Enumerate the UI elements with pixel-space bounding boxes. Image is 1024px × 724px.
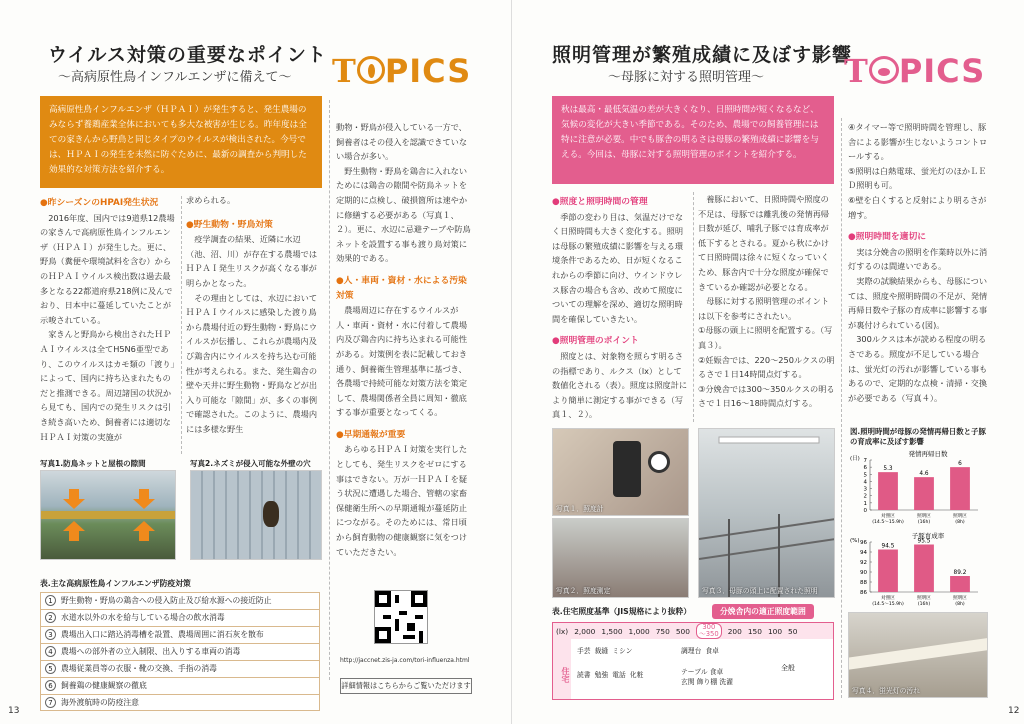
table-row [40, 660, 320, 677]
left-col-2 [186, 193, 323, 455]
paragraph: 農場周辺に存在するウイルスが人・車両・資材・水に付着して農場内及び鶏舎内に持ち込まれる可能性がある。対策例を表に記載しておき通り、飼養衛生管理基準に基づき、各農場で持続可能な対策方法を策定して、農場関係者全員に周知・徹底する事が重要となってくる。 [336, 305, 468, 418]
right-intro-box: 秋は最高・最低気温の差が大きくなり、日照時間が短くなるなど、気候の変化が大きい季節である。そのため、農場での飼養管理には特に注意が必要。中でも豚舎の明るさは母豚の繁殖成績に影響を与える。今回は、母豚に対する照明管理のポイントを紹介する。 [552, 96, 834, 184]
y-tick-label: 3 [863, 486, 867, 493]
uses-group-d [681, 667, 761, 687]
bar-value-label: 94.5 [881, 543, 895, 550]
detail-info-box: 詳細情報はこちらからご覧いただけます [340, 678, 472, 694]
photo-overhead-lights [698, 428, 835, 598]
page-number: 12 [1008, 706, 1020, 716]
y-tick-label: 1 [863, 500, 867, 507]
lux-tick: 500 [675, 626, 690, 636]
lux-scale-row [553, 623, 833, 639]
y-tick-label: 92 [860, 560, 867, 566]
section-heading: ●照明時間を適切に [848, 232, 927, 243]
table-row [40, 626, 320, 643]
photo-caption: 写真３．母豚の頭上に配置された照明 [702, 587, 818, 595]
bar [878, 472, 898, 510]
photo-dirty-lamp [848, 612, 988, 698]
table-row [40, 592, 320, 609]
bar-value-label: 6 [958, 461, 962, 468]
lamp-tube [848, 635, 988, 671]
bar-value-label: 5.3 [883, 466, 893, 473]
paragraph: 実は分娩舎の照明を作業時以外に消灯するのは間違いである。 [848, 246, 988, 272]
photo1-caption: 写真1.防鳥ネットと屋根の隙間 [40, 459, 146, 468]
x-tick-label: 照明区 [917, 514, 931, 519]
chart-estrus-days [848, 448, 988, 528]
uses-group-b [681, 645, 719, 655]
x-tick-label: (8h) [955, 520, 965, 525]
row-text: 農場従業員等の衣服・靴の交換、手指の消毒 [61, 664, 217, 673]
bar-value-label: 4.6 [919, 471, 929, 478]
row-text: 海外渡航時の防疫注意 [61, 698, 139, 707]
bar [914, 477, 934, 510]
photo2-caption: 写真2.ネズミが侵入可能な外壁の穴 [190, 459, 311, 468]
column-divider [693, 192, 694, 422]
paragraph: ②妊娠舎では、220〜250ルクスの明るさで１日14時間点灯する。 [698, 354, 835, 380]
photo-caption: 写真４．蛍光灯の汚れ [852, 687, 920, 695]
table-row [40, 677, 320, 694]
y-tick-label: 6 [863, 465, 867, 472]
right-title: 照明管理が繁殖成績に及ぼす影響 [552, 44, 853, 66]
section-heading: ●人・車両・資材・水による汚染対策 [336, 275, 467, 301]
section-heading: ●早期通報が重要 [336, 429, 406, 440]
use-item: ミシン [612, 647, 633, 655]
page-number: 13 [8, 706, 20, 716]
section-heading: ●照明管理のポイント [552, 336, 639, 347]
lux-tick: 750 [655, 626, 670, 636]
paragraph: ⑥壁を白くすると反射により明るさが増す。 [848, 194, 987, 220]
use-item: 食卓 [705, 647, 719, 655]
measures-table-title: 表.主な高病原性鳥インフルエンザ防疫対策 [40, 579, 191, 588]
y-tick-label: 96 [860, 540, 867, 546]
paragraph: 母豚に対する照明管理のポイントは以下を参考にされたい。 [698, 296, 830, 321]
paragraph: ①母豚の頭上に照明を配置する。（写真３）。 [698, 325, 833, 350]
x-tick-label: (16h) [917, 520, 931, 525]
left-col-1 [40, 193, 177, 455]
pen-lines [699, 429, 835, 598]
right-subtitle: 〜母豚に対する照明管理〜 [608, 70, 765, 85]
paragraph: あらゆるＨＰＡＩ対策を実行したとしても、発生リスクをゼロにする事はできない。万が一ＨＰＡＩを疑う状況に遭遇した場合、管轄の家畜保健衛生所への早期通報が蔓延防止につながる。そのためには、常日頃から飼育動物の健康観察に気をつけていただきたい。 [336, 444, 468, 557]
qr-code[interactable] [374, 590, 428, 644]
lux-tick: 100 [767, 626, 783, 636]
section-heading: ●照度と照明時間の管理 [552, 197, 648, 207]
lux-unit: (lx) [556, 626, 569, 636]
use-item: 裁縫 [594, 647, 609, 655]
column-divider [841, 118, 842, 698]
x-tick-label: 照明区 [917, 596, 931, 601]
row-number: 1 [45, 595, 56, 606]
uses-group-c [577, 669, 643, 679]
column-divider [329, 100, 330, 680]
lux-tick: 2,000 [574, 626, 596, 636]
topics-logo-orange: T PICS [332, 52, 472, 90]
lux-tick: 150 [747, 626, 762, 636]
paragraph: 疫学調査の結果、近隣に水辺（池、沼、川）が存在する農場ではＨＰＡＩ発生リスクが高くなる事が明らかとなった。 [186, 234, 318, 288]
measures-table [40, 592, 320, 711]
bar-value-label: 89.2 [953, 570, 967, 576]
row-number: 4 [45, 646, 56, 657]
x-tick-label: (16h) [917, 602, 931, 607]
use-item: 読書 [577, 671, 591, 679]
bar [914, 545, 934, 593]
use-item: 洗濯 [719, 678, 733, 686]
table-row [40, 694, 320, 711]
meter-body [613, 441, 641, 497]
bar [878, 550, 898, 593]
row-text: 水道水以外の水を給与している場合の飲水消毒 [61, 613, 225, 622]
row-label-housing: 住宅 [553, 639, 571, 699]
use-item: テーブル [681, 668, 708, 676]
x-tick-label: (8h) [955, 602, 965, 607]
right-col-2 [698, 192, 835, 424]
paragraph: 野生動物・野鳥を鶏舎に入れないためには鶏舎の隙間や防鳥ネットを定期的に点検し、破損箇所は速やかに修繕する必要がある（写真１、２）。更に、水辺に忌避テープや防鳥ネットを設置する事も渡り鳥対策に効果的である。 [336, 165, 471, 264]
paragraph: 家きんと野鳥から検出されたＨＰＡＩウイルスは全てH5N6亜型であり、このウイルスはカモ類の「渡り」によって、国内に持ち込まれたものだと推測できる。周辺諸国の状況から見ても、国内での発生リスクは引き続き高いため、飼養者には適切なＨＰＡＩ対策の実施が [40, 329, 175, 442]
table-row [40, 643, 320, 660]
column-divider [181, 196, 182, 454]
left-subtitle: 〜高病原性鳥インフルエンザに備えて〜 [58, 70, 292, 85]
left-title: ウイルス対策の重要なポイント [48, 44, 327, 66]
chart-piglet-survival [848, 530, 988, 610]
x-tick-label: (14.5〜15.9h) [872, 520, 904, 525]
y-axis-label: (日) [850, 456, 860, 462]
bar-value-label: 95.5 [917, 538, 931, 545]
chart-title: 図.照明時間が母豚の発情再帰日数と子豚の育成率に及ぼす影響 [850, 427, 986, 446]
paragraph: 動物・野鳥が侵入している一方で、飼養者はその侵入を認識できていない場合が多い。 [336, 122, 468, 162]
lux-table [552, 622, 834, 700]
row-number: 3 [45, 629, 56, 640]
use-item: 飾り棚 [696, 678, 718, 686]
x-tick-label: 対照区 [881, 514, 895, 519]
arrow-icons [41, 471, 176, 560]
use-item: 手芸 [577, 647, 591, 655]
lux-table-title: 表.住宅照度基準（JIS規格により抜粋） [552, 607, 692, 616]
y-tick-label: 94 [860, 550, 867, 556]
paragraph: 求められる。 [186, 195, 236, 205]
section-heading: ●昨シーズンのHPAI発生状況 [40, 198, 159, 208]
photo-bird-net [40, 470, 176, 560]
table-row [40, 609, 320, 626]
photo-caption: 写真２．照度測定 [556, 587, 611, 595]
row-number: 7 [45, 697, 56, 708]
bar [950, 576, 970, 592]
y-tick-label: 88 [860, 580, 867, 586]
right-page [512, 0, 1024, 724]
paragraph: 実際の試験結果からも、母豚については、照度や照明時間の不足が、発情再帰日数や子豚の育成率に影響する事が裏付けられている(図)。 [848, 275, 988, 330]
row-number: 2 [45, 612, 56, 623]
hole-mark [263, 501, 279, 527]
lux-tick: 50 [788, 626, 798, 636]
row-text: 野生動物・野鳥の鶏舎への侵入防止及び給水源への接近防止 [61, 596, 272, 605]
y-tick-label: 86 [860, 590, 867, 596]
paragraph: 2016年度、国内では9道県12農場の家きんで高病原性鳥インフルエンザ（ＨＰＡＩ）が発生した。更に、野鳥（糞便や環境試料を含む）からのＨＰＡＩウイルス検出数は過去最多となる22都道府県218例に及んでおり、日本中に蔓延していたことが示唆されている。 [40, 212, 175, 325]
paragraph: 季節の変わり目は、気温だけでなく日照時間も大きく変化する。照明は母豚の繁殖成績に影響を与える環境条件であるため、日が短くなるこれからの季節に向け、ウインドウレス豚舎の場合も含め、改めて照度についての理解を深め、適切な照明時間を確保していきたい。 [552, 211, 684, 324]
lux-tick: 1,000 [628, 626, 650, 636]
chick-icon [357, 56, 385, 84]
y-tick-label: 2 [863, 493, 867, 500]
right-col-1 [552, 192, 689, 424]
y-tick-label: 90 [860, 570, 867, 576]
left-col-3 [336, 120, 472, 590]
row-text: 農場出入口に踏込消毒槽を設置、農場周囲に消石灰を散布 [61, 630, 264, 639]
pig-icon [869, 56, 899, 84]
use-item: 玄関 [681, 678, 695, 686]
paragraph: 300ルクスは本が読める程度の明るさである。照度が不足している場合は、蛍光灯の汚れが影響している事もあるので、定期的な点検・清掃・交換が必要である（写真４）。 [848, 334, 988, 403]
topics-logo-pink: T PICS [844, 52, 986, 90]
photo-wall-hole [190, 470, 322, 560]
sensor-head [648, 451, 670, 473]
photo-lux-meter [552, 428, 689, 516]
paragraph: その理由としては、水辺においてＨＰＡＩウイルスに感染した渡り鳥から農場付近の野生動物・野鳥にウイルスが伝播し、これらが農場内及び鶏舎内にウイルスを持ち込む可能性が考えられる。また、発生鶏舎の壁や天井に野生動物・野鳥などが出入り可能な「隙間」が、多くの事例で確認された。このように、農場内には多様な野生 [186, 292, 318, 434]
photo-caption: 写真１．照度計 [556, 505, 604, 513]
y-axis-label: (%) [850, 538, 860, 544]
use-item: 電話 [612, 671, 626, 679]
paragraph: ⑤照明は白熱電球、蛍光灯のほかＬＥＤ照明も可。 [848, 165, 987, 191]
use-item: 調理台 [681, 647, 702, 655]
paragraph: ④タイマー等で照明時間を管理し、豚舎による影響が生じないようコントロールする。 [848, 122, 988, 162]
paragraph: 養豚において、日照時間や照度の不足は、母豚では離乳後の発情再帰日数が延び、哺乳子豚では育成率が低下するとされる。夏から秋にかけて日照時間は徐々に短くなっていくため、豚舎内で十分な照度が確保できているか確認が必要となる。 [698, 194, 830, 292]
use-item: 勉強 [594, 671, 609, 679]
y-tick-label: 0 [863, 508, 867, 514]
chart-subtitle: 発情再帰日数 [908, 450, 948, 458]
row-number: 6 [45, 680, 56, 691]
use-item: 化粧 [629, 671, 644, 679]
left-intro-box: 高病原性鳥インフルエンザ（ＨＰＡＩ）が発生すると、発生農場のみならず養鶏産業全体においても多大な被害が生じる。昨年度は全ての家きんから野鳥と同じタイプのウイルスが検出された。今号では、ＨＰＡＩの発生を未然に防ぐために、最新の調査から判明した効果的な対策方法を紹介する。 [40, 96, 322, 188]
uses-group-e: 全般 [781, 664, 795, 672]
paragraph: ③分娩舎では300〜350ルクスの明るさで１日16〜18時間点灯する。 [698, 383, 835, 409]
section-heading: ●野生動物・野鳥対策 [186, 219, 273, 230]
badge-farrowing-range: 分娩舎内の適正照度範囲 [712, 604, 814, 619]
uses-group-a [577, 645, 632, 655]
paragraph: 照度とは、対象物を照らす明るさの指標であり、ルクス（lx）として数値化される（表）。照度は照度計により簡単に測定する事ができる（写真１、２）。 [552, 350, 688, 420]
qr-icon [375, 591, 427, 643]
row-number: 5 [45, 663, 56, 674]
lux-highlight: 300 〜350 [696, 623, 722, 639]
use-item: 食卓 [709, 668, 724, 676]
x-tick-label: 対照区 [881, 596, 895, 601]
row-text: 飼養鶏の健康観察の徹底 [61, 681, 147, 690]
bar [950, 467, 970, 510]
row-text: 農場への部外者の立入制限、出入りする車両の消毒 [61, 647, 241, 656]
y-tick-label: 5 [863, 472, 867, 479]
y-tick-label: 7 [863, 458, 867, 464]
lux-tick: 1,500 [601, 626, 623, 636]
right-col-3 [848, 120, 988, 420]
lux-tick: 200 [727, 626, 742, 636]
y-tick-label: 4 [863, 479, 867, 486]
chart-subtitle: 子豚育成率 [911, 532, 945, 540]
photo-lux-measure [552, 518, 689, 598]
x-tick-label: 照明区 [953, 596, 967, 601]
x-tick-label: 照明区 [953, 514, 967, 519]
detail-url[interactable]: http://jaccnet.zis-ja.com/tori-influenza.html [340, 657, 470, 664]
x-tick-label: (14.5〜15.9h) [872, 602, 904, 607]
